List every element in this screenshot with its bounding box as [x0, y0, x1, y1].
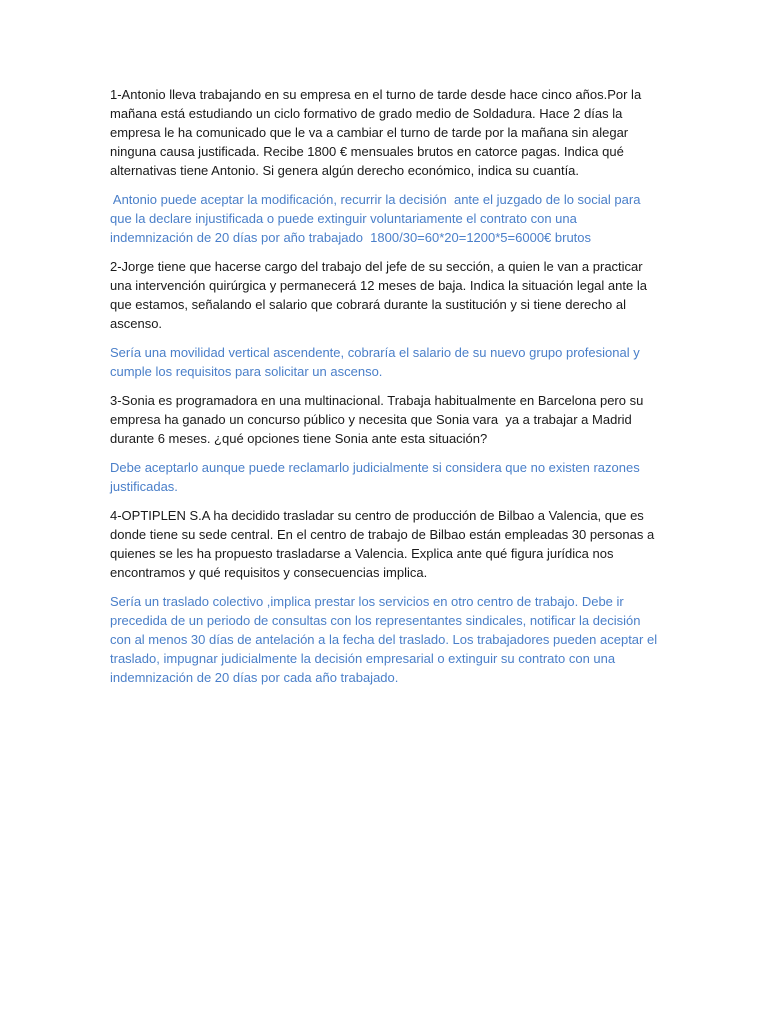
- text-line: encontramos y qué requisitos y consecuencias implica.: [110, 565, 428, 580]
- text-line: alternativas tiene Antonio. Si genera algún derecho económico, indica su cuantía.: [110, 163, 580, 178]
- text-line: empresa ha ganado un concurso público y necesita que Sonia vara ya a trabajar a Madrid: [110, 412, 632, 427]
- text-line: 1-Antonio lleva trabajando en su empresa en el turno de tarde desde hace cinco años.Por la: [110, 87, 642, 102]
- text-line: ascenso.: [110, 316, 163, 331]
- text-line: durante 6 meses. ¿qué opciones tiene Sonia ante esta situación?: [110, 431, 488, 446]
- text-line: empresa le ha comunicado que le va a cambiar el turno de tarde por la mañana sin alegar: [110, 125, 629, 140]
- text-line: indemnización de 20 días por cada año trabajado.: [110, 670, 399, 685]
- text-line: ninguna causa justificada. Recibe 1800 € mensuales brutos en catorce pagas. Indica qué: [110, 144, 624, 159]
- text-line: precedida de un periodo de consultas con los representantes sindicales, notificar la decisión: [110, 613, 641, 628]
- text-line: que la declare injustificada o puede extinguir voluntariamente el contrato con una: [110, 211, 577, 226]
- text-line: Debe aceptarlo aunque puede reclamarlo judicialmente si considera que no existen razones: [110, 460, 640, 475]
- question-1: [110, 85, 655, 180]
- text-line: 3-Sonia es programadora en una multinacional. Trabaja habitualmente en Barcelona pero su: [110, 393, 644, 408]
- text-line: cumple los requisitos para solicitar un ascenso.: [110, 364, 383, 379]
- answer-3: [110, 458, 655, 496]
- text-line: donde tiene su sede central. En el centro de trabajo de Bilbao están empleadas 30 personas a: [110, 527, 655, 542]
- answer-4: [110, 592, 658, 687]
- document-page: [110, 85, 658, 697]
- text-line: Antonio puede aceptar la modificación, recurrir la decisión ante el juzgado de lo social para: [110, 192, 641, 207]
- question-2: [110, 257, 655, 333]
- text-line: con al menos 30 días de antelación a la fecha del traslado. Los trabajadores pueden aceptar el: [110, 632, 658, 647]
- text-line: quienes se les ha propuesto trasladarse a Valencia. Explica ante qué figura jurídica nos: [110, 546, 614, 561]
- text-line: traslado, impugnar judicialmente la decisión empresarial o extinguir su contrato con una: [110, 651, 616, 666]
- answer-2: [110, 343, 655, 381]
- text-line: Sería un traslado colectivo ,implica prestar los servicios en otro centro de trabajo. Debe ir: [110, 594, 624, 609]
- text-line: una intervención quirúrgica y permanecerá 12 meses de baja. Indica la situación legal ante la: [110, 278, 647, 293]
- question-3: [110, 391, 655, 448]
- text-line: indemnización de 20 días por año trabajado 1800/30=60*20=1200*5=6000€ brutos: [110, 230, 592, 245]
- text-line: 2-Jorge tiene que hacerse cargo del trabajo del jefe de su sección, a quien le van a practicar: [110, 259, 643, 274]
- text-line: mañana está estudiando un ciclo formativo de grado medio de Soldadura. Hace 2 días la: [110, 106, 623, 121]
- text-line: 4-OPTIPLEN S.A ha decidido trasladar su centro de producción de Bilbao a Valencia, que es: [110, 508, 644, 523]
- question-4: [110, 506, 655, 582]
- text-line: justificadas.: [110, 479, 178, 494]
- answer-1: [110, 190, 655, 247]
- text-line: Sería una movilidad vertical ascendente, cobraría el salario de su nuevo grupo profesional y: [110, 345, 640, 360]
- text-line: que estamos, señalando el salario que cobrará durante la sustitución y si tiene derecho al: [110, 297, 626, 312]
